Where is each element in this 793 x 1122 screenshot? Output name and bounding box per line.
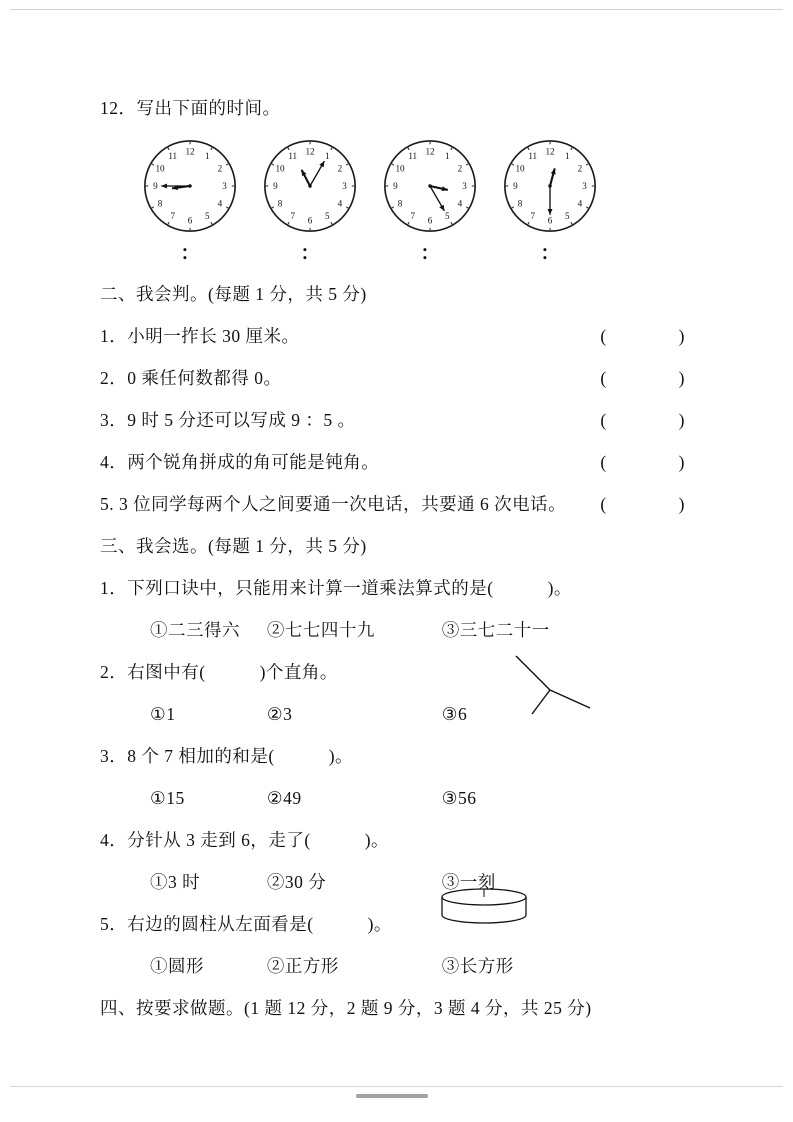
time-answer-colon-1: ： <box>180 243 200 264</box>
svg-text:3: 3 <box>582 181 587 191</box>
clock-cell-4 <box>502 138 598 266</box>
svg-text:8: 8 <box>397 198 403 209</box>
svg-text:10: 10 <box>515 163 525 174</box>
option-2: ②3 <box>266 704 293 724</box>
svg-text:12: 12 <box>545 146 555 157</box>
section-choice-title: 三、我会选。(每题 1 分，共 5 分) <box>100 536 367 556</box>
svg-text:11: 11 <box>168 151 178 162</box>
svg-text:8: 8 <box>157 198 163 209</box>
svg-text:1: 1 <box>564 151 570 162</box>
section-judge <box>100 282 685 516</box>
svg-text:6: 6 <box>187 215 193 226</box>
angles-figure <box>498 654 598 716</box>
clock-cell-2 <box>262 138 358 266</box>
svg-text:4: 4 <box>577 198 583 209</box>
choice-item-5 <box>100 912 685 978</box>
choice-stem: 1．下列口诀中，只能用来计算一道乘法算式的是( )。 <box>100 578 572 598</box>
svg-text:7: 7 <box>170 210 176 221</box>
question-12 <box>100 96 685 266</box>
svg-text:9: 9 <box>153 181 158 191</box>
svg-text:4: 4 <box>217 198 223 209</box>
choice-options <box>100 786 685 810</box>
svg-text:6: 6 <box>307 215 313 226</box>
choice-options <box>100 618 685 642</box>
svg-text:9: 9 <box>393 181 398 191</box>
svg-text:4: 4 <box>337 198 343 209</box>
time-answer-colon-3: ： <box>420 243 440 264</box>
svg-text:6: 6 <box>547 215 553 226</box>
judge-item-text: 4．两个锐角拼成的角可能是钝角。 <box>100 452 380 472</box>
judge-item-4 <box>100 450 685 474</box>
option-3: ③长方形 <box>441 956 514 976</box>
choice-options <box>100 870 685 894</box>
svg-text:2: 2 <box>577 163 583 174</box>
judge-item-5 <box>100 492 685 516</box>
svg-text:9: 9 <box>273 181 278 191</box>
judge-item-text: 3．9 时 5 分还可以写成 9 ：5 。 <box>100 410 356 430</box>
svg-text:12: 12 <box>185 146 195 157</box>
svg-text:11: 11 <box>288 151 298 162</box>
judge-item-text: 1．小明一拃长 30 厘米。 <box>100 326 300 346</box>
clock-face-2 <box>262 138 358 234</box>
choice-stem: 2．右图中有( )个直角。 <box>100 662 338 682</box>
option-3: ③6 <box>441 704 468 724</box>
svg-text:7: 7 <box>530 210 536 221</box>
cylinder-figure <box>436 886 532 928</box>
svg-text:5: 5 <box>204 210 210 221</box>
svg-text:1: 1 <box>204 151 210 162</box>
svg-text:7: 7 <box>410 210 416 221</box>
svg-text:2: 2 <box>337 163 343 174</box>
option-3: ③56 <box>441 788 477 808</box>
svg-text:5: 5 <box>324 210 330 221</box>
clock-face-3 <box>382 138 478 234</box>
svg-text:12: 12 <box>425 146 435 157</box>
option-2: ②正方形 <box>266 956 339 976</box>
svg-text:4: 4 <box>457 198 463 209</box>
question-12-stem: 12．写出下面的时间。 <box>100 98 281 118</box>
answer-parentheses: ( ) <box>600 368 685 388</box>
svg-text:9: 9 <box>513 181 518 191</box>
judge-item-text: 5. 3 位同学每两个人之间要通一次电话，共要通 6 次电话。 <box>100 494 567 514</box>
option-3: ③三七二十一 <box>441 620 550 640</box>
answer-parentheses: ( ) <box>600 410 685 430</box>
clock-cell-3 <box>382 138 478 266</box>
svg-text:6: 6 <box>427 215 433 226</box>
svg-text:8: 8 <box>277 198 283 209</box>
option-1: ①15 <box>150 788 185 808</box>
answer-parentheses: ( ) <box>600 494 685 514</box>
svg-text:12: 12 <box>305 146 315 157</box>
judge-item-3 <box>100 408 685 432</box>
choice-item-2 <box>100 660 685 726</box>
section-four-title: 四、按要求做题。(1 题 12 分，2 题 9 分，3 题 4 分，共 25 分) <box>100 998 592 1018</box>
section-choice <box>100 534 685 978</box>
choice-stem: 5．右边的圆柱从左面看是( )。 <box>100 914 392 934</box>
scan-staple-mark <box>356 1094 428 1098</box>
svg-text:7: 7 <box>290 210 296 221</box>
svg-text:3: 3 <box>222 181 227 191</box>
svg-text:1: 1 <box>444 151 450 162</box>
svg-text:2: 2 <box>217 163 223 174</box>
choice-item-3 <box>100 744 685 810</box>
judge-item-text: 2．0 乘任何数都得 0。 <box>100 368 282 388</box>
choice-stem: 4．分针从 3 走到 6，走了( )。 <box>100 830 390 850</box>
section-judge-title: 二、我会判。(每题 1 分，共 5 分) <box>100 284 367 304</box>
choice-item-1 <box>100 576 685 642</box>
option-1: ①二三得六 <box>150 620 240 640</box>
svg-text:10: 10 <box>275 163 285 174</box>
svg-text:5: 5 <box>564 210 570 221</box>
option-2: ②七七四十九 <box>266 620 375 640</box>
svg-text:3: 3 <box>342 181 347 191</box>
answer-parentheses: ( ) <box>600 452 685 472</box>
clock-face-1 <box>142 138 238 234</box>
section-four <box>100 996 685 1020</box>
option-1: ①1 <box>150 704 176 724</box>
svg-text:8: 8 <box>517 198 523 209</box>
svg-text:11: 11 <box>408 151 418 162</box>
clock-face-4 <box>502 138 598 234</box>
clock-row <box>142 138 685 266</box>
scan-edge-bottom <box>10 1086 783 1087</box>
choice-options <box>100 954 685 978</box>
judge-item-2 <box>100 366 685 390</box>
time-answer-colon-2: ： <box>300 243 320 264</box>
choice-item-4 <box>100 828 685 894</box>
option-2: ②30 分 <box>266 872 327 892</box>
choice-stem: 3．8 个 7 相加的和是( )。 <box>100 746 354 766</box>
svg-text:10: 10 <box>155 163 165 174</box>
answer-parentheses: ( ) <box>600 326 685 346</box>
clock-cell-1 <box>142 138 238 266</box>
option-1: ①3 时 <box>150 872 201 892</box>
svg-text:3: 3 <box>462 181 467 191</box>
scan-edge-top <box>10 9 783 10</box>
svg-text:2: 2 <box>457 163 463 174</box>
judge-item-1 <box>100 324 685 348</box>
option-2: ②49 <box>266 788 302 808</box>
option-1: ①圆形 <box>150 956 204 976</box>
time-answer-colon-4: ： <box>540 243 560 264</box>
svg-text:5: 5 <box>444 210 450 221</box>
option-3: ③一刻 <box>441 872 496 892</box>
svg-text:10: 10 <box>395 163 405 174</box>
svg-text:11: 11 <box>528 151 538 162</box>
svg-text:1: 1 <box>324 151 330 162</box>
